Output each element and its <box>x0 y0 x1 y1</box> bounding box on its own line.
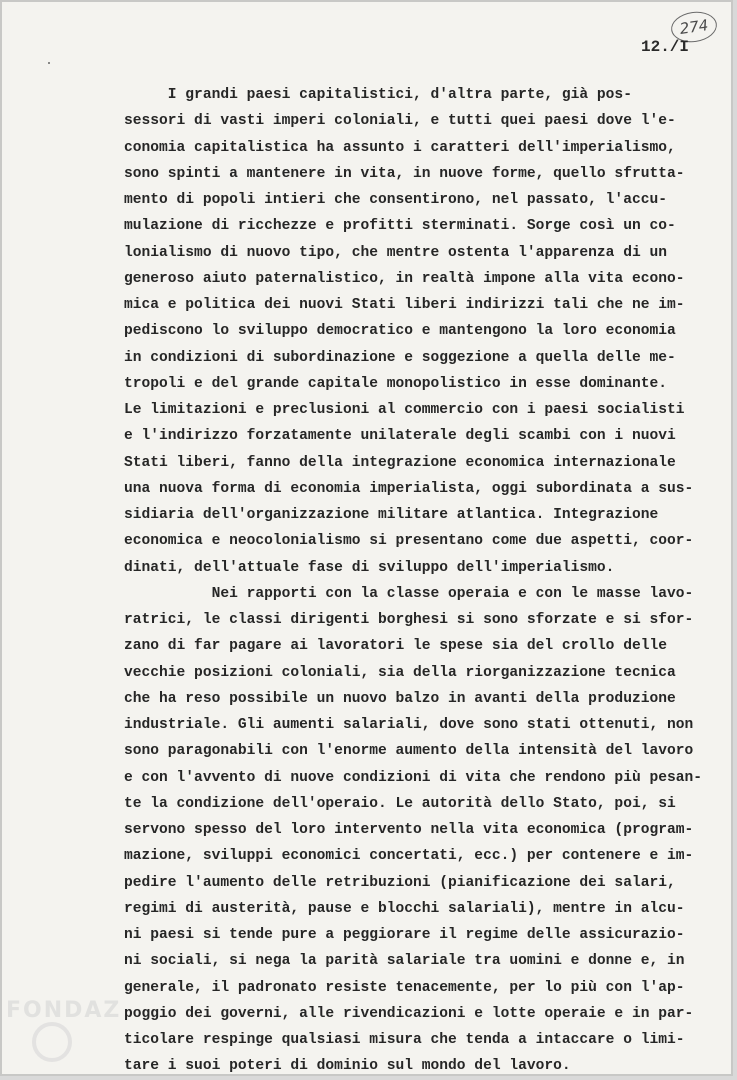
text-line: zano di far pagare ai lavoratori le spese sia del crollo delle <box>124 638 667 655</box>
text-line: Nei rapporti con la classe operaia e con le masse lavo- <box>124 585 694 602</box>
text-line: tropoli e del grande capitale monopolistico in esse dominante. <box>124 375 667 392</box>
text-line: sono spinti a mantenere in vita, in nuove forme, quello sfrutta- <box>124 165 685 182</box>
text-line: tare i suoi poteri di dominio sul mondo del lavoro. <box>124 1058 571 1075</box>
archive-stamp: 274 <box>669 9 719 45</box>
text-line: in condizioni di subordinazione e soggezione a quella delle me- <box>124 349 676 366</box>
text-line: pediscono lo sviluppo democratico e mantengono la loro economia <box>124 323 676 340</box>
text-line: ni paesi si tende pure a peggiorare il regime delle assicurazio- <box>124 927 685 943</box>
speck <box>48 62 50 64</box>
text-line: generoso aiuto paternalistico, in realtà impone alla vita econo- <box>124 270 685 287</box>
page-number: 12./I <box>641 38 690 56</box>
text-line: sidiaria dell'organizzazione militare atlantica. Integrazione <box>124 507 659 523</box>
text-line: vecchie posizioni coloniali, sia della riorganizzazione tecnica <box>124 664 676 681</box>
text-line: servono spesso del loro intervento nella vita economica (program- <box>124 822 694 838</box>
watermark-logo <box>32 1022 72 1062</box>
text-line: mica e politica dei nuovi Stati liberi indirizzi tali che ne im- <box>124 297 685 313</box>
text-line: pedire l'aumento delle retribuzioni (pianificazione dei salari, <box>124 874 676 891</box>
text-line: mulazione di ricchezze e profitti sterminati. Sorge così un co- <box>124 218 676 235</box>
text-line: ratrici, le classi dirigenti borghesi si sono sforzate e si sfor- <box>124 612 694 628</box>
text-line: regimi di austerità, pause e blocchi salariali), mentre in alcu- <box>124 900 685 917</box>
text-line: mazione, sviluppi economici concertati, ecc.) per contenere e im- <box>124 848 694 865</box>
text-line: conomia capitalistica ha assunto i caratteri dell'imperialismo, <box>124 139 676 156</box>
text-line: economica e neocolonialismo si presentano come due aspetti, coor- <box>124 533 694 550</box>
text-line: poggio dei governi, alle rivendicazioni e lotte operaie e in par- <box>124 1005 694 1022</box>
text-line: Stati liberi, fanno della integrazione economica internazionale <box>124 454 676 471</box>
text-line: mento di popoli intieri che consentirono, nel passato, l'accu- <box>124 192 667 208</box>
text-line: te la condizione dell'operaio. Le autorità dello Stato, poi, si <box>124 795 676 812</box>
typewritten-text <box>124 82 704 1076</box>
text-line: I grandi paesi capitalistici, d'altra parte, già pos- <box>124 87 632 103</box>
text-line: che ha reso possibile un nuovo balzo in avanti della produzione <box>124 690 676 707</box>
text-line: e con l'avvento di nuove condizioni di vita che rendono più pesan- <box>124 769 703 786</box>
text-line: una nuova forma di economia imperialista, oggi subordinata a sus- <box>124 480 694 497</box>
watermark: FONDAZ <box>6 998 122 1023</box>
text-line: Le limitazioni e preclusioni al commercio con i paesi socialisti <box>124 402 685 418</box>
text-line: ni sociali, si nega la parità salariale tra uomini e donne e, in <box>124 953 685 970</box>
text-line: lonialismo di nuovo tipo, che mentre ostenta l'apparenza di un <box>124 244 667 261</box>
text-line: ticolare respinge qualsiasi misura che tenda a intaccare o limi- <box>124 1032 685 1048</box>
text-line: e l'indirizzo forzatamente unilaterale degli scambi con i nuovi <box>124 428 676 445</box>
text-line: generale, il padronato resiste tenacemente, per lo più con l'ap- <box>124 979 685 996</box>
text-line: sono paragonabili con l'enorme aumento della intensità del lavoro <box>124 743 694 760</box>
text-line: dinati, dell'attuale fase di sviluppo dell'imperialismo. <box>124 559 615 576</box>
text-line: industriale. Gli aumenti salariali, dove sono stati ottenuti, non <box>124 717 694 733</box>
text-line: sessori di vasti imperi coloniali, e tutti quei paesi dove l'e- <box>124 113 676 130</box>
